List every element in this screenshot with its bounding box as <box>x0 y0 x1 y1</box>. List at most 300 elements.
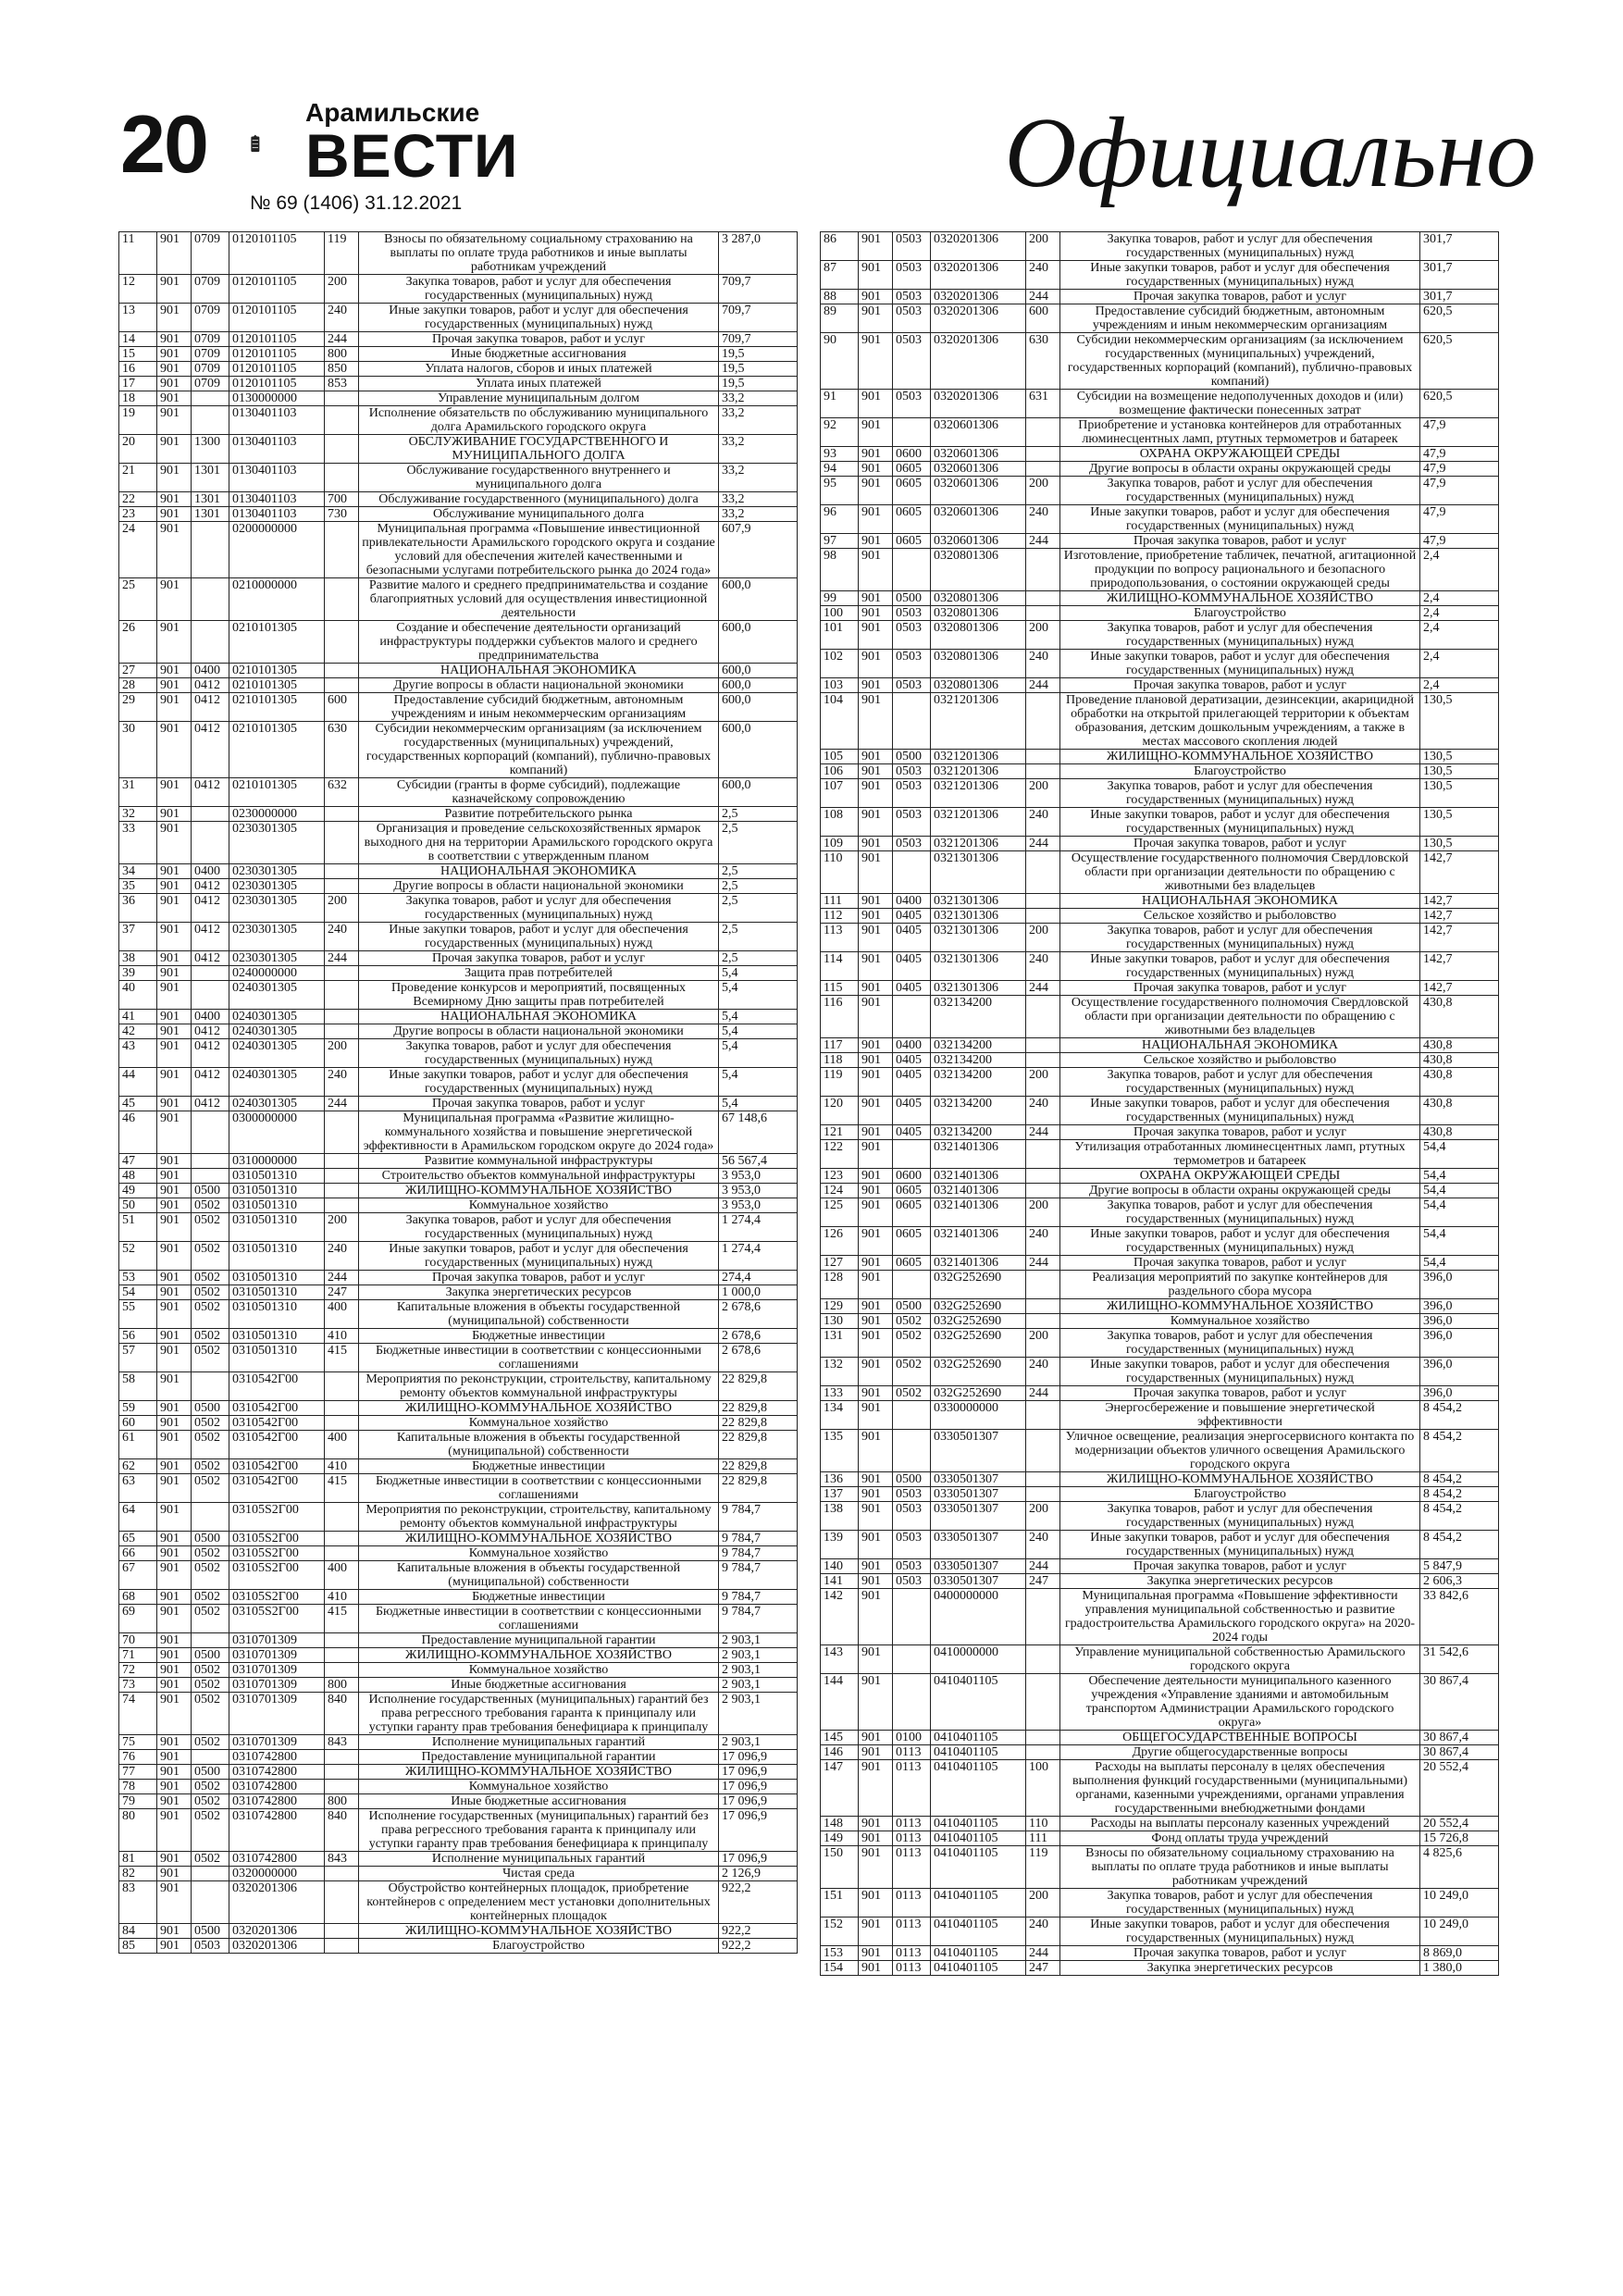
row-number: 24 <box>119 522 157 578</box>
section-code: 0500 <box>192 1184 229 1198</box>
amount: 33,2 <box>719 391 798 406</box>
row-number: 83 <box>119 1881 157 1924</box>
target-article-code: 03105S2Г00 <box>229 1561 325 1590</box>
row-number: 101 <box>821 621 859 650</box>
section-code: 0502 <box>192 1431 229 1459</box>
expense-type-code: 850 <box>325 362 359 377</box>
expense-name: Уплата налогов, сборов и иных платежей <box>359 362 719 377</box>
expense-type-code: 240 <box>1026 650 1060 678</box>
expense-type-code: 100 <box>1026 1760 1060 1817</box>
row-number: 57 <box>119 1344 157 1372</box>
amount: 22 829,8 <box>719 1459 798 1474</box>
table-row <box>119 1939 798 1954</box>
amount: 9 784,7 <box>719 1590 798 1605</box>
section-code: 0605 <box>893 477 931 505</box>
amount: 17 096,9 <box>719 1852 798 1867</box>
target-article-code: 0300000000 <box>229 1111 325 1154</box>
row-number: 84 <box>119 1924 157 1939</box>
section-code <box>893 549 931 591</box>
expense-type-code <box>1026 606 1060 621</box>
table-row <box>821 1559 1499 1574</box>
amount: 620,5 <box>1420 390 1499 418</box>
expense-name: Другие вопросы в области охраны окружающей среды <box>1060 462 1420 477</box>
row-number: 90 <box>821 333 859 390</box>
target-article-code: 0320201306 <box>229 1924 325 1939</box>
expense-type-code <box>1026 1038 1060 1053</box>
expense-name: Благоустройство <box>1060 1487 1420 1502</box>
amount: 2 126,9 <box>719 1867 798 1881</box>
expense-type-code <box>1026 1401 1060 1430</box>
amount: 20 552,4 <box>1420 1817 1499 1831</box>
expense-type-code <box>325 1867 359 1881</box>
amount: 17 096,9 <box>719 1780 798 1794</box>
table-row <box>119 522 798 578</box>
admin-code: 901 <box>859 1314 893 1329</box>
amount: 274,4 <box>719 1271 798 1285</box>
admin-code: 901 <box>157 822 192 864</box>
table-row <box>821 779 1499 808</box>
expense-type-code: 247 <box>325 1285 359 1300</box>
expense-name: ОБСЛУЖИВАНИЕ ГОСУДАРСТВЕННОГО И МУНИЦИПАЛЬНОГО ДОЛГА <box>359 435 719 464</box>
expense-type-code: 111 <box>1026 1831 1060 1846</box>
admin-code: 901 <box>157 1459 192 1474</box>
target-article-code: 0310501310 <box>229 1271 325 1285</box>
expense-name: Сельское хозяйство и рыболовство <box>1060 1053 1420 1068</box>
amount: 8 454,2 <box>1420 1472 1499 1487</box>
admin-code: 901 <box>157 1590 192 1605</box>
amount: 2,5 <box>719 879 798 894</box>
admin-code: 901 <box>859 1760 893 1817</box>
table-row <box>821 462 1499 477</box>
section-code <box>192 578 229 621</box>
section-code: 0605 <box>893 462 931 477</box>
target-article-code: 0330501307 <box>931 1430 1026 1472</box>
admin-code: 901 <box>157 362 192 377</box>
expense-name: Прочая закупка товаров, работ и услуг <box>359 1271 719 1285</box>
admin-code: 901 <box>157 1372 192 1401</box>
table-row <box>119 1431 798 1459</box>
section-code <box>192 1867 229 1881</box>
expense-name: Коммунальное хозяйство <box>359 1198 719 1213</box>
section-code: 0100 <box>893 1731 931 1745</box>
section-code <box>893 1674 931 1731</box>
amount: 2 678,6 <box>719 1300 798 1329</box>
admin-code: 901 <box>859 924 893 952</box>
expense-name: Бюджетные инвестиции <box>359 1329 719 1344</box>
target-article-code: 0310742800 <box>229 1750 325 1765</box>
expense-type-code <box>325 1416 359 1431</box>
admin-code: 901 <box>157 275 192 304</box>
row-number: 51 <box>119 1213 157 1242</box>
expense-name: ЖИЛИЩНО-КОММУНАЛЬНОЕ ХОЗЯЙСТВО <box>1060 1472 1420 1487</box>
expense-type-code: 244 <box>1026 1125 1060 1140</box>
amount: 600,0 <box>719 693 798 722</box>
target-article-code: 0320601306 <box>931 418 1026 447</box>
admin-code: 901 <box>157 1678 192 1693</box>
row-number: 27 <box>119 664 157 678</box>
expense-type-code: 630 <box>325 722 359 778</box>
expense-type-code <box>1026 894 1060 909</box>
target-article-code: 0321301306 <box>931 894 1026 909</box>
row-number: 80 <box>119 1809 157 1852</box>
amount: 5,4 <box>719 1097 798 1111</box>
row-number: 22 <box>119 492 157 507</box>
target-article-code: 0130401103 <box>229 492 325 507</box>
row-number: 64 <box>119 1503 157 1532</box>
expense-type-code: 240 <box>1026 1358 1060 1386</box>
table-row <box>821 1053 1499 1068</box>
table-row <box>119 693 798 722</box>
section-code: 0502 <box>893 1314 931 1329</box>
amount: 709,7 <box>719 304 798 332</box>
admin-code: 901 <box>859 1271 893 1299</box>
expense-name: Осуществление государственного полномочия Свердловской области при организации деятельности по обращению с животными без владельцев <box>1060 851 1420 894</box>
section-code: 1301 <box>192 507 229 522</box>
amount: 17 096,9 <box>719 1750 798 1765</box>
admin-code: 901 <box>859 750 893 764</box>
admin-code: 901 <box>859 1674 893 1731</box>
section-code: 0412 <box>192 722 229 778</box>
table-row <box>119 678 798 693</box>
expense-name: Иные закупки товаров, работ и услуг для обеспечения государственных (муниципальных) нужд <box>359 304 719 332</box>
expense-type-code <box>1026 462 1060 477</box>
admin-code: 901 <box>157 1329 192 1344</box>
amount: 54,4 <box>1420 1198 1499 1227</box>
expense-name: Иные закупки товаров, работ и услуг для обеспечения государственных (муниципальных) нужд <box>1060 808 1420 837</box>
expense-type-code: 244 <box>1026 678 1060 693</box>
expense-name: НАЦИОНАЛЬНАЯ ЭКОНОМИКА <box>1060 894 1420 909</box>
expense-name: Коммунальное хозяйство <box>359 1546 719 1561</box>
section-code: 0503 <box>893 232 931 261</box>
amount: 10 249,0 <box>1420 1917 1499 1946</box>
admin-code: 901 <box>157 1024 192 1039</box>
expense-name: Иные бюджетные ассигнования <box>359 1678 719 1693</box>
table-row <box>119 304 798 332</box>
expense-type-code <box>325 1111 359 1154</box>
amount: 47,9 <box>1420 462 1499 477</box>
expense-type-code: 200 <box>1026 1889 1060 1917</box>
row-number: 139 <box>821 1531 859 1559</box>
row-number: 20 <box>119 435 157 464</box>
expense-type-code: 240 <box>325 1068 359 1097</box>
section-code: 0412 <box>192 1024 229 1039</box>
section-code: 0405 <box>893 1068 931 1097</box>
admin-code: 901 <box>859 1169 893 1184</box>
amount: 33,2 <box>719 406 798 435</box>
section-code: 0502 <box>192 1242 229 1271</box>
section-code <box>192 1503 229 1532</box>
row-number: 68 <box>119 1590 157 1605</box>
table-row <box>821 290 1499 304</box>
row-number: 114 <box>821 952 859 981</box>
admin-code: 901 <box>859 650 893 678</box>
target-article-code: 0210101305 <box>229 621 325 664</box>
row-number: 15 <box>119 347 157 362</box>
expense-type-code <box>325 981 359 1010</box>
admin-code: 901 <box>157 464 192 492</box>
expense-type-code: 244 <box>1026 1386 1060 1401</box>
target-article-code: 0410401105 <box>931 1961 1026 1976</box>
expense-name: ЖИЛИЩНО-КОММУНАЛЬНОЕ ХОЗЯЙСТВО <box>359 1648 719 1663</box>
target-article-code: 0310542Г00 <box>229 1459 325 1474</box>
amount: 301,7 <box>1420 232 1499 261</box>
target-article-code: 0410401105 <box>931 1731 1026 1745</box>
row-number: 96 <box>821 505 859 534</box>
expense-name: Мероприятия по реконструкции, строительству, капитальному ремонту объектов коммунальной инфраструктуры <box>359 1372 719 1401</box>
expense-name: Прочая закупка товаров, работ и услуг <box>359 332 719 347</box>
expense-type-code <box>325 406 359 435</box>
admin-code: 901 <box>859 1889 893 1917</box>
admin-code: 901 <box>157 1750 192 1765</box>
target-article-code: 0320201306 <box>931 333 1026 390</box>
table-row <box>119 362 798 377</box>
admin-code: 901 <box>859 1430 893 1472</box>
section-code: 0500 <box>893 1299 931 1314</box>
row-number: 118 <box>821 1053 859 1068</box>
table-row <box>821 837 1499 851</box>
target-article-code: 0320201306 <box>931 232 1026 261</box>
target-article-code: 0330000000 <box>931 1401 1026 1430</box>
section-code <box>893 1271 931 1299</box>
expense-type-code: 119 <box>325 232 359 275</box>
table-row <box>821 1386 1499 1401</box>
table-row <box>119 1300 798 1329</box>
target-article-code: 0310501310 <box>229 1285 325 1300</box>
amount: 33,2 <box>719 435 798 464</box>
section-code: 0412 <box>192 678 229 693</box>
expense-name: Иные закупки товаров, работ и услуг для обеспечения государственных (муниципальных) нужд <box>1060 1227 1420 1256</box>
row-number: 137 <box>821 1487 859 1502</box>
expense-name: ЖИЛИЩНО-КОММУНАЛЬНОЕ ХОЗЯЙСТВО <box>359 1532 719 1546</box>
expense-name: Закупка товаров, работ и услуг для обеспечения государственных (муниципальных) нужд <box>1060 1198 1420 1227</box>
table-row <box>119 1735 798 1750</box>
expense-type-code: 700 <box>325 492 359 507</box>
amount: 1 380,0 <box>1420 1961 1499 1976</box>
row-number: 40 <box>119 981 157 1010</box>
expense-type-code: 200 <box>1026 621 1060 650</box>
expense-name: Прочая закупка товаров, работ и услуг <box>359 1097 719 1111</box>
section-code: 0503 <box>893 1531 931 1559</box>
target-article-code: 0310701309 <box>229 1678 325 1693</box>
target-article-code: 0230301305 <box>229 864 325 879</box>
row-number: 131 <box>821 1329 859 1358</box>
target-article-code: 0330501307 <box>931 1574 1026 1589</box>
expense-type-code: 630 <box>1026 333 1060 390</box>
target-article-code: 0320601306 <box>931 534 1026 549</box>
expense-name: Иные закупки товаров, работ и услуг для обеспечения государственных (муниципальных) нужд <box>1060 261 1420 290</box>
amount: 2 903,1 <box>719 1648 798 1663</box>
section-code: 0503 <box>893 621 931 650</box>
expense-name: Бюджетные инвестиции в соответствии с концессионными соглашениями <box>359 1605 719 1633</box>
admin-code: 901 <box>157 864 192 879</box>
expense-name: Обустройство контейнерных площадок, приобретение контейнеров с определением мест установки дополнительных контейнерных площадок <box>359 1881 719 1924</box>
amount: 3 953,0 <box>719 1169 798 1184</box>
expense-type-code <box>325 1024 359 1039</box>
expense-type-code <box>325 621 359 664</box>
row-number: 115 <box>821 981 859 996</box>
table-row <box>821 1358 1499 1386</box>
expense-type-code: 840 <box>325 1809 359 1852</box>
admin-code: 901 <box>859 1589 893 1645</box>
expense-name: Капитальные вложения в объекты государственной (муниципальной) собственности <box>359 1300 719 1329</box>
amount: 1 274,4 <box>719 1242 798 1271</box>
expense-type-code: 247 <box>1026 1574 1060 1589</box>
table-row <box>821 1472 1499 1487</box>
row-number: 127 <box>821 1256 859 1271</box>
target-article-code: 0230301305 <box>229 822 325 864</box>
table-row <box>119 1024 798 1039</box>
expense-name: Иные бюджетные ассигнования <box>359 347 719 362</box>
table-row <box>119 232 798 275</box>
section-code: 0709 <box>192 347 229 362</box>
table-row <box>119 1474 798 1503</box>
expense-name: Иные закупки товаров, работ и услуг для обеспечения государственных (муниципальных) нужд <box>1060 952 1420 981</box>
admin-code: 901 <box>859 837 893 851</box>
expense-type-code <box>1026 1472 1060 1487</box>
target-article-code: 0210101305 <box>229 678 325 693</box>
amount: 2 606,3 <box>1420 1574 1499 1589</box>
amount: 54,4 <box>1420 1169 1499 1184</box>
target-article-code: 0130401103 <box>229 464 325 492</box>
table-row <box>119 1111 798 1154</box>
target-article-code: 03105S2Г00 <box>229 1590 325 1605</box>
row-number: 147 <box>821 1760 859 1817</box>
expense-type-code: 244 <box>1026 1559 1060 1574</box>
admin-code: 901 <box>157 232 192 275</box>
admin-code: 901 <box>157 923 192 951</box>
section-code: 0503 <box>893 650 931 678</box>
expense-type-code: 410 <box>325 1590 359 1605</box>
admin-code: 901 <box>859 447 893 462</box>
amount: 142,7 <box>1420 894 1499 909</box>
admin-code: 901 <box>157 1532 192 1546</box>
row-number: 11 <box>119 232 157 275</box>
admin-code: 901 <box>859 693 893 750</box>
section-code: 0113 <box>893 1846 931 1889</box>
expense-name: Субсидии некоммерческим организациям (за исключением государственных (муниципальных) учреждений, государственных корпораций (компаний), публично-правовых компаний) <box>359 722 719 778</box>
section-code: 0113 <box>893 1889 931 1917</box>
expense-type-code <box>325 522 359 578</box>
target-article-code: 0400000000 <box>931 1589 1026 1645</box>
admin-code: 901 <box>157 1561 192 1590</box>
expense-name: Прочая закупка товаров, работ и услуг <box>1060 981 1420 996</box>
section-code: 0502 <box>192 1300 229 1329</box>
admin-code: 901 <box>859 1531 893 1559</box>
section-code: 0503 <box>893 1559 931 1574</box>
table-row <box>821 1531 1499 1559</box>
admin-code: 901 <box>157 1939 192 1954</box>
admin-code: 901 <box>859 1198 893 1227</box>
target-article-code: 0310542Г00 <box>229 1401 325 1416</box>
budget-table-right <box>820 231 1499 1976</box>
target-article-code: 0410401105 <box>931 1760 1026 1817</box>
target-article-code: 0310501310 <box>229 1344 325 1372</box>
expense-name: ОХРАНА ОКРУЖАЮЩЕЙ СРЕДЫ <box>1060 447 1420 462</box>
admin-code: 901 <box>859 996 893 1038</box>
admin-code: 901 <box>859 232 893 261</box>
section-code: 0709 <box>192 304 229 332</box>
row-number: 38 <box>119 951 157 966</box>
expense-name: Прочая закупка товаров, работ и услуг <box>1060 1125 1420 1140</box>
expense-type-code: 843 <box>325 1852 359 1867</box>
expense-type-code: 200 <box>1026 1502 1060 1531</box>
target-article-code: 0120101105 <box>229 304 325 332</box>
amount: 3 287,0 <box>719 232 798 275</box>
expense-type-code <box>325 879 359 894</box>
expense-name: Управление муниципальным долгом <box>359 391 719 406</box>
expense-type-code <box>325 1184 359 1198</box>
section-code: 0405 <box>893 924 931 952</box>
row-number: 145 <box>821 1731 859 1745</box>
admin-code: 901 <box>859 1053 893 1068</box>
amount: 9 784,7 <box>719 1503 798 1532</box>
amount: 922,2 <box>719 1881 798 1924</box>
expense-type-code <box>1026 1299 1060 1314</box>
amount: 396,0 <box>1420 1299 1499 1314</box>
row-number: 25 <box>119 578 157 621</box>
table-row <box>119 1459 798 1474</box>
table-row <box>119 807 798 822</box>
row-number: 151 <box>821 1889 859 1917</box>
target-article-code: 0320000000 <box>229 1867 325 1881</box>
target-article-code: 0310701309 <box>229 1693 325 1735</box>
admin-code: 901 <box>157 894 192 923</box>
table-row <box>119 391 798 406</box>
expense-name: Субсидии (гранты в форме субсидий), подлежащие казначейскому сопровождению <box>359 778 719 807</box>
expense-type-code: 400 <box>325 1561 359 1590</box>
table-row <box>119 722 798 778</box>
row-number: 33 <box>119 822 157 864</box>
amount: 5,4 <box>719 1010 798 1024</box>
section-code: 0405 <box>893 981 931 996</box>
table-row <box>821 1184 1499 1198</box>
row-number: 97 <box>821 534 859 549</box>
table-row <box>119 406 798 435</box>
expense-name: Закупка товаров, работ и услуг для обеспечения государственных (муниципальных) нужд <box>1060 477 1420 505</box>
section-code: 0113 <box>893 1946 931 1961</box>
row-number: 143 <box>821 1645 859 1674</box>
row-number: 87 <box>821 261 859 290</box>
expense-type-code <box>325 1924 359 1939</box>
target-article-code: 0320801306 <box>931 650 1026 678</box>
expense-name: Муниципальная программа «Развитие жилищно-коммунального хозяйства и повышение энергетической эффективности в Арамильском городском округе до 2024 года» <box>359 1111 719 1154</box>
target-article-code: 032134200 <box>931 1068 1026 1097</box>
amount: 620,5 <box>1420 304 1499 333</box>
admin-code: 901 <box>157 1039 192 1068</box>
section-code: 0600 <box>893 447 931 462</box>
section-code: 0412 <box>192 1097 229 1111</box>
admin-code: 901 <box>157 807 192 822</box>
table-row <box>119 1329 798 1344</box>
table-row <box>821 1169 1499 1184</box>
table-row <box>119 1039 798 1068</box>
admin-code: 901 <box>157 1648 192 1663</box>
expense-name: Прочая закупка товаров, работ и услуг <box>1060 1386 1420 1401</box>
table-row <box>119 923 798 951</box>
section-code <box>192 981 229 1010</box>
section-code: 0500 <box>192 1924 229 1939</box>
expense-name: Предоставление субсидий бюджетным, автономным учреждениям и иным некоммерческим организациям <box>359 693 719 722</box>
row-number: 62 <box>119 1459 157 1474</box>
row-number: 46 <box>119 1111 157 1154</box>
admin-code: 901 <box>859 981 893 996</box>
amount: 396,0 <box>1420 1314 1499 1329</box>
admin-code: 901 <box>157 1924 192 1939</box>
target-article-code: 0200000000 <box>229 522 325 578</box>
admin-code: 901 <box>859 1817 893 1831</box>
amount: 396,0 <box>1420 1358 1499 1386</box>
expense-type-code <box>325 1648 359 1663</box>
